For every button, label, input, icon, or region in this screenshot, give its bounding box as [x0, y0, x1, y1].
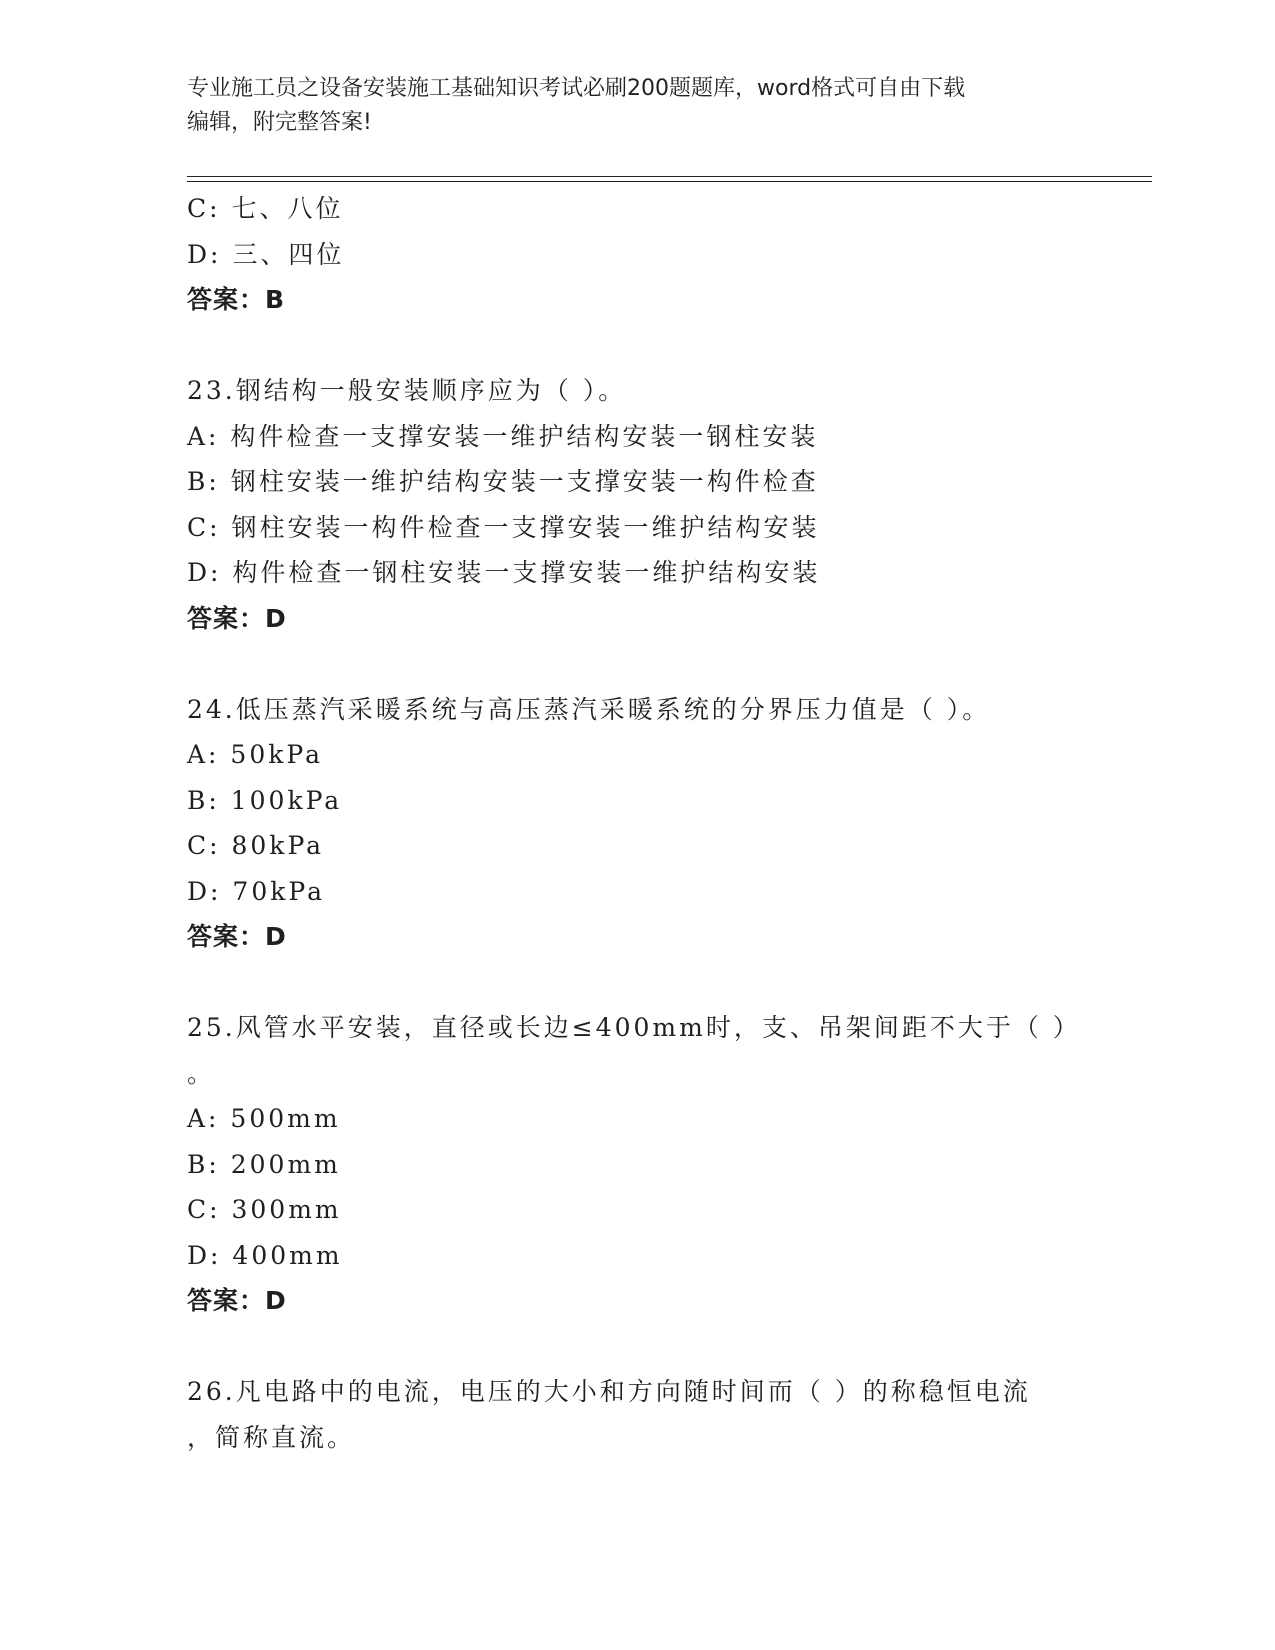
header-divider-top: [187, 176, 1152, 177]
q22-option-c: C: 七、八位: [187, 194, 344, 223]
q23-answer: 答案：D: [187, 603, 287, 633]
q24-option-a: A: 50kPa: [187, 740, 323, 769]
q22-answer: 答案：B: [187, 285, 286, 314]
q23-question: 23.钢结构一般安装顺序应为（ ）。: [187, 376, 627, 405]
question-list: [187, 186, 1087, 1460]
q23-option-c: C: 钢柱安装一构件检查一支撑安装一维护结构安装: [187, 512, 820, 542]
q23-option-b: B: 钢柱安装一维护结构安装一支撑安装一构件检查: [187, 467, 819, 496]
spacer: [187, 960, 1087, 1006]
spacer: [187, 323, 1087, 369]
q25-option-b: B: 200mm: [187, 1149, 341, 1179]
header-divider-bottom: [187, 181, 1152, 182]
q26-question: 26.凡电路中的电流，电压的大小和方向随时间而（ ）的称稳恒电流: [187, 1377, 1031, 1406]
q25-option-d: D: 400mm: [187, 1240, 343, 1270]
q23-option-d: D: 构件检查一钢柱安装一支撑安装一维护结构安装: [187, 558, 821, 587]
q26-question-tail: ，简称直流。: [187, 1422, 356, 1452]
q23-option-a: A: 构件检查一支撑安装一维护结构安装一钢柱安装: [187, 421, 819, 451]
q22-option-d: D: 三、四位: [187, 239, 345, 269]
document-header: [187, 72, 1087, 140]
q25-option-c: C: 300mm: [187, 1195, 342, 1224]
spacer: [187, 641, 1087, 687]
header-line-1: 专业施工员之设备安装施工基础知识考试必刷200题题库，word格式可自由下载: [187, 76, 966, 101]
q24-question: 24.低压蒸汽采暖系统与高压蒸汽采暖系统的分界压力值是（ ）。: [187, 694, 991, 724]
q25-question-tail: 。: [187, 1058, 216, 1088]
header-line-2: 编辑，附完整答案!: [187, 110, 372, 135]
q25-question: 25.风管水平安装，直径或长边≤400mm时，支、吊架间距不大于（ ）: [187, 1013, 1081, 1042]
q25-option-a: A: 500mm: [187, 1104, 341, 1133]
q24-option-c: C: 80kPa: [187, 831, 325, 860]
spacer: [187, 1324, 1087, 1370]
q25-answer: 答案：D: [187, 1286, 287, 1315]
q24-answer: 答案：D: [187, 922, 287, 951]
q24-option-d: D: 70kPa: [187, 876, 325, 906]
q24-option-b: B: 100kPa: [187, 785, 343, 815]
